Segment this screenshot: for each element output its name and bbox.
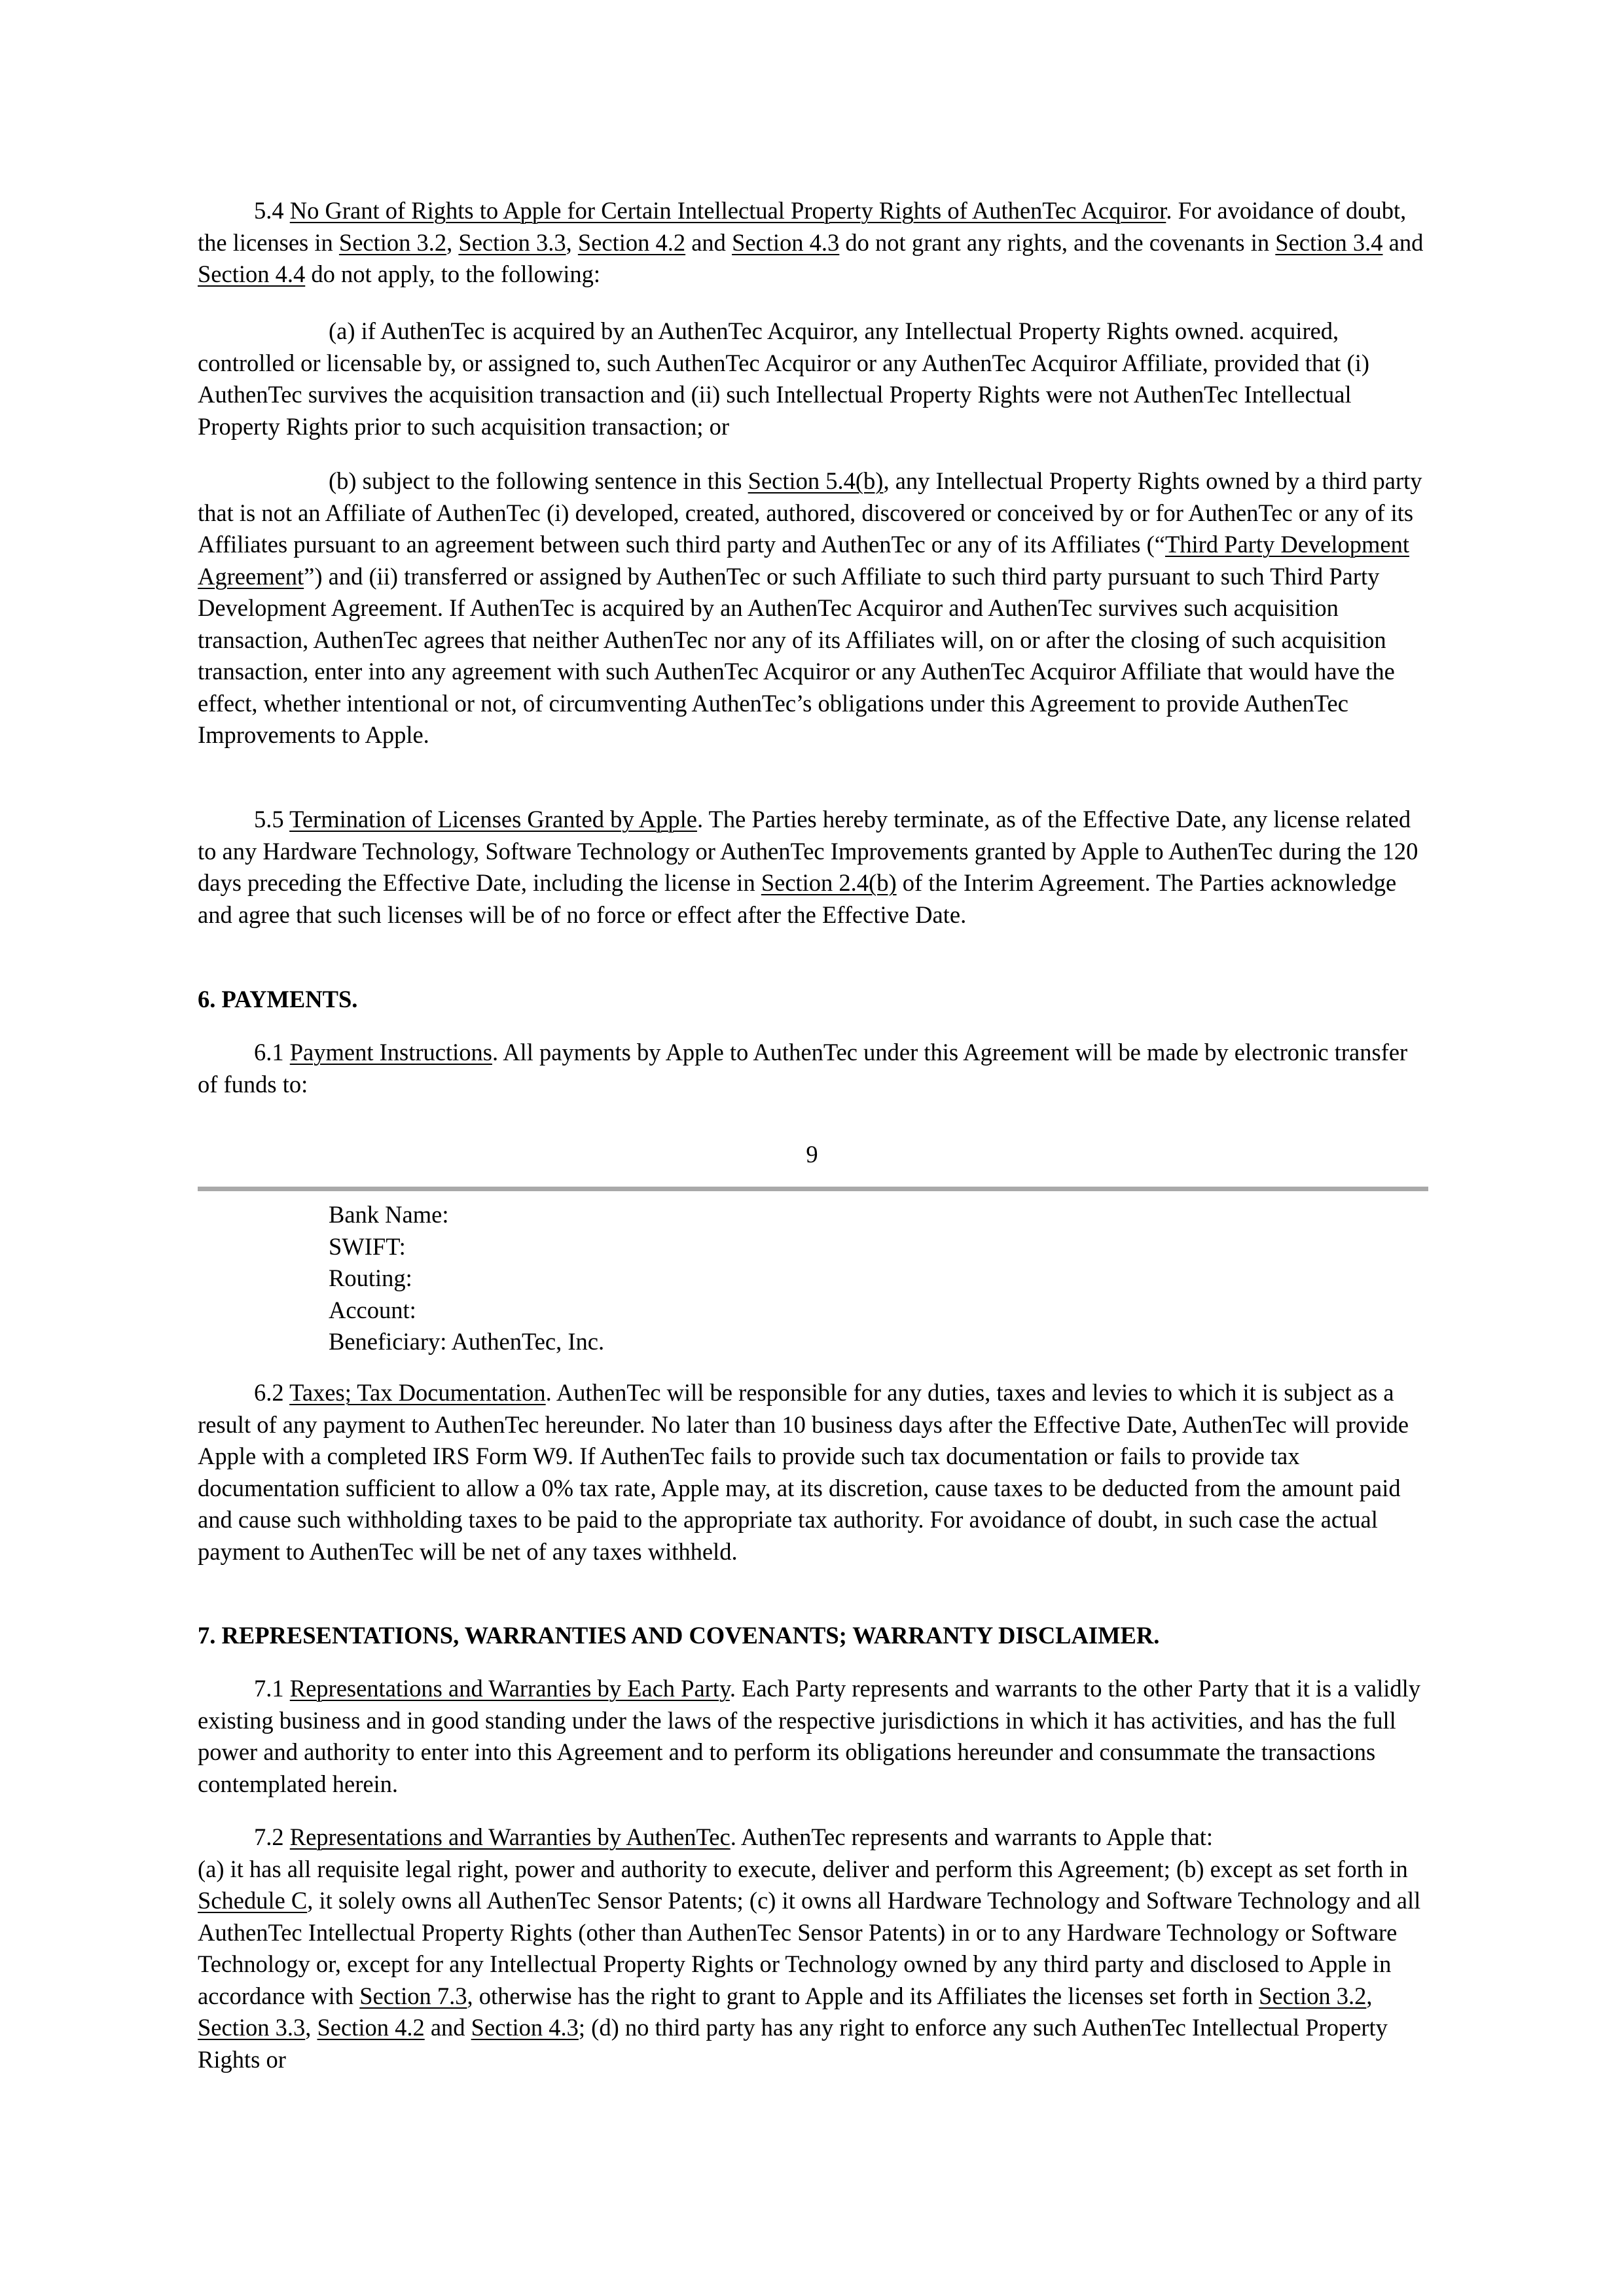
section-number: 5.4	[254, 197, 284, 224]
text: , otherwise has the right to grant to Apple and its Affiliates the licenses set forth in	[467, 1982, 1259, 2009]
text: do not apply, to the following:	[305, 260, 601, 287]
text: . The Parties hereby terminate, as of the Effective Date, any license related to any Hardware Technology, Software Technology or AuthenTec Improvements granted by Apple to AuthenTec during the 120 days preceding the Effective Date, including the license in	[198, 806, 1418, 896]
section-number: 7.1	[254, 1675, 284, 1702]
text: . AuthenTec represents and warrants to Apple that:	[730, 1823, 1214, 1850]
text: and	[685, 228, 732, 256]
section-title: Termination of Licenses Granted by Apple	[289, 806, 697, 833]
section-ref: Section 4.2	[317, 2014, 425, 2041]
section-7-2	[198, 1821, 1428, 2075]
bank-name-label: Bank Name:	[329, 1201, 449, 1228]
text: and	[424, 2014, 471, 2041]
heading-6: 6. PAYMENTS.	[198, 986, 358, 1013]
section-ref: Section 7.3	[359, 1982, 467, 2009]
text: ,	[446, 228, 459, 256]
section-6-2	[198, 1377, 1428, 1568]
section-number: 6.2	[254, 1379, 284, 1406]
section-ref: Section 4.3	[732, 228, 840, 256]
text: , it solely owns all AuthenTec Sensor Patents; (c) it owns all Hardware Technology and Software Technology and all AuthenTec Intellectual Property Rights (other than AuthenTec Sensor Patents) in or to any Hardware Technology or Software Technology or, except for any Intellectual Property Rights or Technology owned by any third party and disclosed to Apple in accordance with	[198, 1887, 1421, 2009]
section-title: Representations and Warranties by Each Party	[289, 1675, 730, 1702]
text: ,	[305, 2014, 317, 2041]
heading-7: 7. REPRESENTATIONS, WARRANTIES AND COVENANTS; WARRANTY DISCLAIMER.	[198, 1622, 1160, 1649]
account-label: Account:	[329, 1296, 416, 1323]
text: (a) it has all requisite legal right, power and authority to execute, deliver and perform this Agreement; (b) except as set forth in	[198, 1855, 1408, 1882]
section-5-4-a	[198, 315, 1428, 442]
section-5-4	[198, 195, 1428, 291]
section-title: No Grant of Rights to Apple for Certain Intellectual Property Rights of AuthenTec Acquiror	[289, 197, 1166, 224]
section-7-1	[198, 1673, 1428, 1800]
section-ref: Section 3.2	[1259, 1982, 1367, 2009]
section-number: 6.1	[254, 1039, 284, 1066]
defined-term: Third Party Development Agreement	[198, 531, 1409, 590]
text: ; (d) no third party has any right to enforce any such AuthenTec Intellectual Property Rights or	[198, 2014, 1388, 2073]
text: ,	[566, 228, 578, 256]
text: . All payments by Apple to AuthenTec under this Agreement will be made by electronic transfer of funds to:	[198, 1039, 1408, 1098]
paragraph: (a) if AuthenTec is acquired by an AuthenTec Acquiror, any Intellectual Property Rights owned. acquired, controlled or licensable by, or assigned to, such AuthenTec Acquiror or any AuthenTec Acquiror Affiliate, provided that (i) AuthenTec survives the acquisition transaction and (ii) such Intellectual Property Rights were not AuthenTec Intellectual Property Rights prior to such acquisition transaction; or	[198, 317, 1369, 440]
section-ref: Section 4.2	[577, 228, 686, 256]
section-ref: Section 3.4	[1275, 228, 1383, 256]
schedule-ref: Schedule C	[198, 1887, 308, 1914]
text: ”) and (ii) transferred or assigned by AuthenTec or such Affiliate to such third party pursuant to such Third Party Development Agreement. If AuthenTec is acquired by an AuthenTec Acquiror and AuthenTec survives such acquisition transaction, AuthenTec agrees that neither AuthenTec nor any of its Affiliates will, on or after the closing of such acquisition transaction, enter into any agreement with such AuthenTec Acquiror or any AuthenTec Acquiror Affiliate that would have the effect, whether intentional or not, of circumventing AuthenTec’s obligations under this Agreement to provide AuthenTec Improvements to Apple.	[198, 562, 1395, 748]
page-divider	[198, 1187, 1428, 1191]
section-title: Taxes; Tax Documentation	[289, 1379, 546, 1406]
text: . Each Party represents and warrants to the other Party that it is a validly existing business and in good standing under the laws of the respective jurisdictions in which it has activities, and has the full power and authority to enter into this Agreement and to perform its obligations hereunder and consummate the transactions contemplated herein.	[198, 1675, 1421, 1797]
swift-label: SWIFT:	[329, 1232, 406, 1260]
section-ref: Section 4.4	[198, 260, 306, 287]
section-5-4-b	[198, 465, 1428, 751]
section-title: Representations and Warranties by AuthenTec	[289, 1823, 731, 1850]
section-number: 5.5	[254, 806, 284, 833]
routing-label: Routing:	[329, 1265, 412, 1291]
text: (b) subject to the following sentence in this	[329, 467, 748, 494]
section-number: 7.2	[254, 1823, 284, 1850]
page-number: 9	[806, 1141, 818, 1168]
section-ref: Section 5.4(b)	[748, 467, 884, 494]
text: do not grant any rights, and the covenants in	[839, 228, 1276, 256]
section-ref: Section 3.3	[198, 2014, 306, 2041]
text: . For avoidance of doubt, the licenses in	[198, 197, 1407, 256]
bank-details	[329, 1199, 604, 1358]
section-title: Payment Instructions	[289, 1039, 492, 1066]
text: . AuthenTec will be responsible for any duties, taxes and levies to which it is subject as a result of any payment to AuthenTec hereunder. No later than 10 business days after the Effective Date, AuthenTec will provide Apple with a completed IRS Form W9. If AuthenTec fails to provide such tax documentation or fails to provide tax documentation sufficient to allow a 0% tax rate, Apple may, at its discretion, cause taxes to be deducted from the amount paid and cause such withholding taxes to be paid to the appropriate tax authority. For avoidance of doubt, in such case the actual payment to AuthenTec will be net of any taxes withheld.	[198, 1379, 1409, 1565]
section-ref: Section 4.3	[471, 2014, 579, 2041]
text: , any Intellectual Property Rights owned by a third party that is not an Affiliate of AuthenTec (i) developed, created, authored, discovered or conceived by or for AuthenTec or any of its Affiliates pursuant to an agreement between such third party and AuthenTec or any of its Affiliates (“	[198, 467, 1422, 558]
text: ,	[1366, 1982, 1373, 2009]
section-6-1	[198, 1037, 1428, 1100]
section-ref: Section 3.2	[338, 228, 447, 256]
section-ref: Section 2.4(b)	[761, 869, 897, 896]
section-ref: Section 3.3	[458, 228, 566, 256]
beneficiary-label: Beneficiary: AuthenTec, Inc.	[329, 1328, 605, 1355]
text: of the Interim Agreement. The Parties acknowledge and agree that such licenses will be of no force or effect after the Effective Date.	[198, 869, 1397, 928]
section-5-5	[198, 804, 1428, 931]
text: and	[1382, 228, 1424, 256]
